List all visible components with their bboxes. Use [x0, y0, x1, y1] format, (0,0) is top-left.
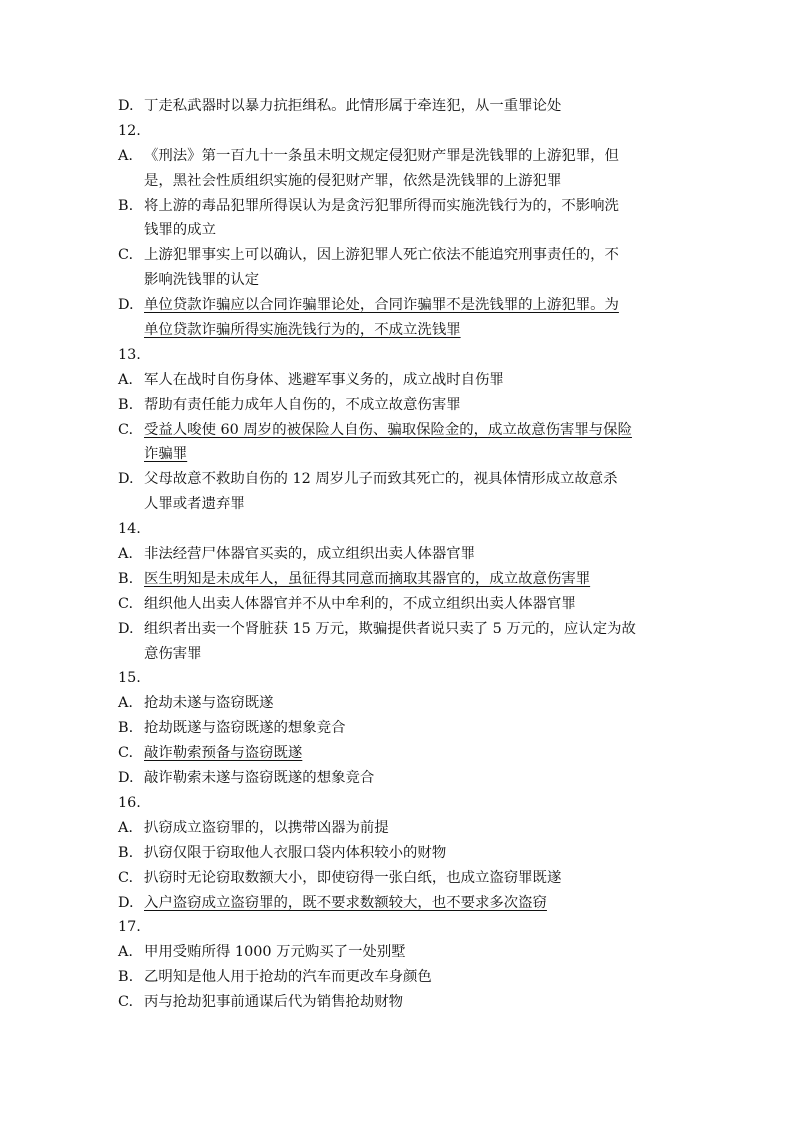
question-number: [118, 915, 678, 940]
question-number: [118, 517, 678, 542]
option-continuation-text: 钱罪的成立: [144, 222, 216, 239]
option-continuation-text: 单位贷款诈骗所得实施洗钱行为的，不成立洗钱罪: [144, 322, 461, 339]
option-label: A.: [118, 695, 133, 712]
option-text: 《刑法》第一百九十一条虽未明文规定侵犯财产罪是洗钱罪的上游犯罪，但: [144, 147, 619, 164]
option-label: D.: [118, 770, 134, 787]
option-text: 扒窃成立盗窃罪的，以携带凶器为前提: [144, 819, 389, 836]
option-label: D.: [118, 894, 134, 911]
question-number-text: 17.: [118, 919, 141, 936]
option-text: 医生明知是未成年人，虽征得其同意而摘取其器官的，成立故意伤害罪: [144, 570, 591, 587]
option-continuation-text: 人罪或者遗弃罪: [144, 496, 245, 513]
option-label: B.: [118, 969, 134, 986]
option-line: [118, 418, 678, 443]
option-line: [118, 617, 678, 642]
option-text: 敲诈勒索未遂与盗窃既遂的想象竞合: [144, 770, 375, 787]
option-label: C.: [118, 869, 134, 886]
question-number: [118, 666, 678, 691]
option-label: C.: [118, 247, 134, 264]
option-line: [118, 841, 678, 866]
option-line: [118, 891, 678, 916]
question-content: [118, 94, 678, 1015]
option-label: B.: [118, 197, 134, 214]
option-continuation: [118, 218, 678, 243]
option-continuation: [118, 492, 678, 517]
option-text: 军人在战时自伤身体、逃避军事义务的，成立战时自伤罪: [144, 371, 504, 388]
option-label: D.: [118, 471, 134, 488]
option-line: [118, 816, 678, 841]
option-line: [118, 542, 678, 567]
option-text: 将上游的毒品犯罪所得误认为是贪污犯罪所得而实施洗钱行为的，不影响洗: [144, 197, 619, 214]
option-text: 非法经营尸体器官买卖的，成立组织出卖人体器官罪: [144, 546, 475, 563]
option-label: D.: [118, 620, 134, 637]
option-continuation-text: 是，黑社会性质组织实施的侵犯财产罪，依然是洗钱罪的上游犯罪: [144, 172, 562, 189]
option-continuation-text: 影响洗钱罪的认定: [144, 272, 260, 289]
option-line: [118, 965, 678, 990]
option-line: [118, 567, 678, 592]
option-continuation: [118, 642, 678, 667]
option-label: C.: [118, 745, 134, 762]
option-line: [118, 293, 678, 318]
question-number: [118, 119, 678, 144]
question-number-text: 16.: [118, 794, 141, 811]
option-line: [118, 741, 678, 766]
option-text: 抢劫未遂与盗窃既遂: [144, 695, 274, 712]
option-text: 丁走私武器时以暴力抗拒缉私。此情形属于牵连犯，从一重罪论处: [144, 98, 562, 114]
option-continuation: [118, 318, 678, 343]
option-line: [118, 144, 678, 169]
option-continuation-text: 诈骗罪: [144, 446, 188, 463]
option-line: [118, 866, 678, 891]
option-text: 入户盗窃成立盗窃罪的，既不要求数额较大，也不要求多次盗窃: [144, 894, 547, 911]
question-number-text: 15.: [118, 670, 141, 687]
option-label: C.: [118, 595, 134, 612]
option-line: [118, 766, 678, 791]
option-label: C.: [118, 994, 134, 1011]
option-line: [118, 691, 678, 716]
option-label: A.: [118, 819, 133, 836]
option-text: 帮助有责任能力成年人自伤的，不成立故意伤害罪: [144, 396, 461, 413]
option-text: 单位贷款诈骗应以合同诈骗罪论处，合同诈骗罪不是洗钱罪的上游犯罪。为: [144, 297, 619, 314]
question-number-text: 14.: [118, 521, 141, 538]
option-line: [118, 990, 678, 1015]
option-line: [118, 716, 678, 741]
option-line: [118, 592, 678, 617]
option-text: 组织者出卖一个肾脏获 15 万元，欺骗提供者说只卖了 5 万元的，应认定为故: [144, 620, 636, 637]
option-label: B.: [118, 844, 134, 861]
option-text: 组织他人出卖人体器官并不从中牟利的，不成立组织出卖人体器官罪: [144, 595, 576, 612]
option-label: A.: [118, 944, 133, 961]
option-text: 父母故意不救助自伤的 12 周岁儿子而致其死亡的，视具体情形成立故意杀: [144, 471, 618, 488]
option-label: B.: [118, 720, 134, 737]
option-continuation-text: 意伤害罪: [144, 645, 202, 662]
option-line: [118, 94, 678, 119]
option-line: [118, 194, 678, 219]
question-number: [118, 343, 678, 368]
option-label: A.: [118, 546, 133, 563]
option-label: D.: [118, 297, 134, 314]
option-label: A.: [118, 371, 133, 388]
option-line: [118, 393, 678, 418]
option-text: 敲诈勒索预备与盗窃既遂: [144, 745, 303, 762]
option-text: 扒窃仅限于窃取他人衣服口袋内体积较小的财物: [144, 844, 447, 861]
option-text: 上游犯罪事实上可以确认，因上游犯罪人死亡依法不能追究刑事责任的，不: [144, 247, 619, 264]
option-line: [118, 467, 678, 492]
option-text: 甲用受贿所得 1000 万元购买了一处别墅: [144, 944, 406, 961]
option-label: B.: [118, 396, 134, 413]
option-continuation: [118, 442, 678, 467]
option-text: 抢劫既遂与盗窃既遂的想象竞合: [144, 720, 346, 737]
option-text: 乙明知是他人用于抢劫的汽车而更改车身颜色: [144, 969, 432, 986]
option-text: 丙与抢劫犯事前通谋后代为销售抢劫财物: [144, 994, 404, 1011]
question-number-text: 13.: [118, 346, 141, 363]
option-label: B.: [118, 570, 134, 587]
option-line: [118, 243, 678, 268]
option-continuation: [118, 169, 678, 194]
option-label: C.: [118, 421, 134, 438]
option-line: [118, 368, 678, 393]
option-text: 受益人唆使 60 周岁的被保险人自伤、骗取保险金的，成立故意伤害罪与保险: [144, 421, 632, 438]
question-number-text: 12.: [118, 122, 141, 139]
option-text: 扒窃时无论窃取数额大小，即使窃得一张白纸，也成立盗窃罪既遂: [144, 869, 562, 886]
option-label: D.: [118, 98, 134, 114]
option-line: [118, 940, 678, 965]
option-label: A.: [118, 147, 133, 164]
option-continuation: [118, 268, 678, 293]
question-number: [118, 791, 678, 816]
